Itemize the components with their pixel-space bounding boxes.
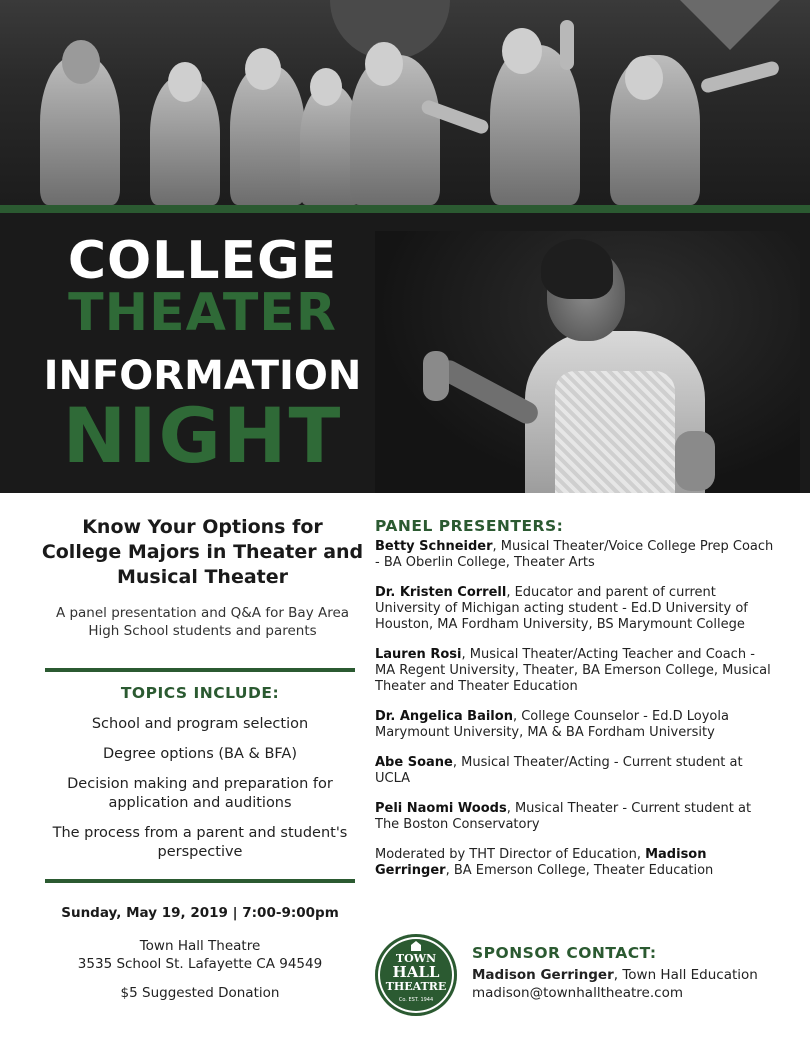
presenter-entry (375, 755, 775, 787)
event-date-time: Sunday, May 19, 2019 | 7:00-9:00pm (61, 905, 339, 921)
sponsor-title: SPONSOR CONTACT: (472, 944, 657, 962)
logo-line-hall: HALL (392, 963, 440, 981)
panel-section (375, 517, 775, 893)
presenter-entry (375, 801, 775, 833)
sponsor-email-link[interactable]: madison@townhalltheatre.com (472, 985, 683, 1001)
presenter-entry (375, 647, 775, 695)
title-theater: THEATER (68, 283, 337, 343)
presenter-entry (375, 539, 775, 571)
performer-photo (375, 231, 800, 493)
presenter-name: Peli Naomi Woods (375, 801, 507, 816)
moderator-prefix: Moderated by THT Director of Education, (375, 847, 646, 862)
suggested-donation: $5 Suggested Donation (120, 985, 280, 1001)
title-information: INFORMATION (43, 353, 362, 399)
topic-item: School and program selection (91, 716, 309, 732)
topic-item: Degree options (BA & BFA) (103, 746, 297, 762)
section-divider (45, 879, 355, 883)
ensemble-photo (0, 0, 810, 205)
presenter-bio: , Musical Theater/Acting - Current student at UCLA (375, 755, 743, 786)
sponsor-org: , Town Hall Education (613, 967, 758, 983)
moderator-suffix: , BA Emerson College, Theater Education (445, 863, 714, 878)
presenter-name: Dr. Angelica Bailon (375, 709, 513, 724)
intro-description: A panel presentation and Q&A for Bay Area High School students and parents (55, 605, 350, 639)
venue-name: Town Hall Theatre (139, 938, 261, 954)
presenter-entry (375, 585, 775, 633)
town-hall-theatre-logo (375, 934, 457, 1016)
topic-item: The process from a parent and student's perspective (52, 825, 348, 860)
presenter-name: Dr. Kristen Correll (375, 585, 507, 600)
green-divider-bar (0, 205, 810, 213)
presenter-name: Lauren Rosi (375, 647, 462, 662)
presenter-bio: , Musical Theater/Voice College Prep Coach - BA Oberlin College, Theater Arts (375, 539, 774, 570)
sponsor-contact-name (472, 967, 758, 983)
title-college: COLLEGE (67, 231, 338, 291)
sponsor-name: Madison Gerringer (472, 967, 614, 983)
venue-address: 3535 School St. Lafayette CA 94549 (77, 956, 323, 972)
intro-headline: Know Your Options for College Majors in Theater and Musical Theater (41, 516, 364, 588)
intro-section (40, 515, 365, 640)
event-venue (45, 937, 355, 973)
section-divider (45, 668, 355, 672)
logo-line-est: Co. EST. 1944 (398, 997, 434, 1003)
presenter-entry (375, 709, 775, 741)
topics-list (45, 715, 355, 873)
logo-line-theatre: THEATRE (385, 980, 447, 993)
topics-title: TOPICS INCLUDE: (120, 684, 280, 702)
presenter-bio: , Musical Theater - Current student at The Boston Conservatory (375, 801, 752, 832)
title-night: NIGHT (62, 391, 343, 480)
panel-title: PANEL PRESENTERS: (375, 517, 564, 535)
moderator-entry (375, 847, 775, 879)
presenter-name: Abe Soane (375, 755, 453, 770)
presenter-bio: , College Counselor - Ed.D Loyola Marymount University, MA & BA Fordham University (375, 709, 729, 740)
moderator-name: Madison Gerringer (375, 847, 707, 878)
presenter-bio: , Musical Theater/Acting Teacher and Coach - MA Regent University, Theater, BA Emerson College, Musical Theater and Theater Education (375, 647, 771, 694)
tower-icon (411, 941, 421, 951)
presenter-bio: , Educator and parent of current University of Michigan acting student - Ed.D University of Houston, MA Fordham University, BS Marymount College (375, 585, 748, 632)
presenter-name: Betty Schneider (375, 539, 493, 554)
topic-item: Decision making and preparation for application and auditions (67, 776, 333, 811)
logo-line-town: TOWN (395, 952, 437, 965)
